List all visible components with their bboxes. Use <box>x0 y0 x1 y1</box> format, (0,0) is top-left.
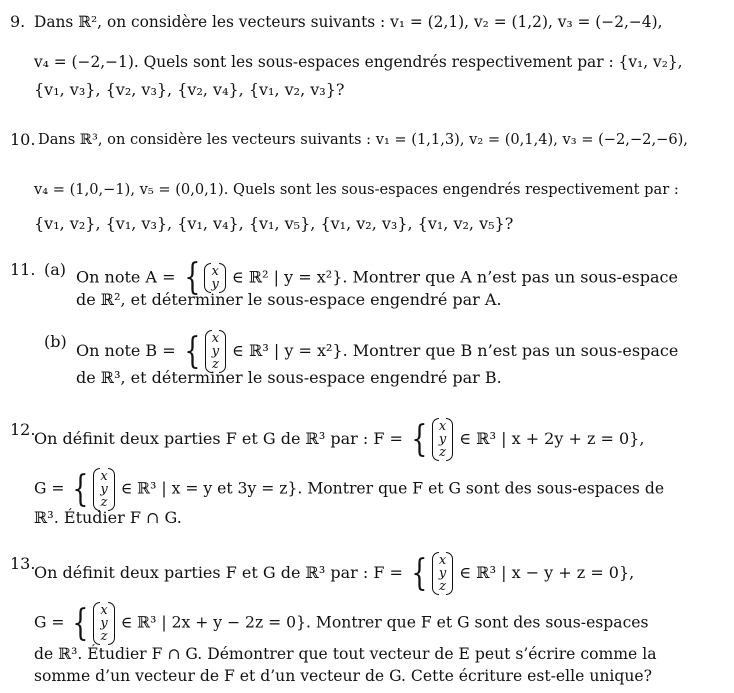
exercise-line: ℝ³. Étudier F ∩ G. <box>34 508 182 527</box>
left-brace: { <box>184 257 201 298</box>
column-vector: x y z <box>432 554 453 593</box>
exercise-number: 9. <box>10 12 26 31</box>
statement-text: ∈ ℝ² | y = x²}. Montrer que A n’est pas un sous-espace <box>231 267 678 287</box>
statement-text: ∈ ℝ³ | y = x²}. Montrer que B n’est pas un sous-espace <box>232 341 679 360</box>
exercise-line: de ℝ³, et déterminer le sous-espace engendré par B. <box>76 368 502 387</box>
column-vector: x y z <box>432 420 453 459</box>
exercise-number: 10. <box>10 130 36 149</box>
exercise-number: 12. <box>10 420 36 439</box>
statement-text: ∈ ℝ³ | 2x + y − 2z = 0}. Montrer que F et G sont des sous-espaces <box>120 613 649 632</box>
column-vector: x y z <box>205 332 226 371</box>
left-brace: { <box>72 468 89 510</box>
statement-text: ∈ ℝ³ | x + 2y + z = 0}, <box>459 429 645 448</box>
part-label: (a) <box>44 260 67 279</box>
exercise-line <box>34 554 634 593</box>
column-vector: x y z <box>93 604 114 643</box>
exercise-line <box>76 332 678 371</box>
statement-text: On note A = <box>76 267 176 287</box>
left-brace: { <box>72 602 89 644</box>
exercise-line: de ℝ², et déterminer le sous-espace engendré par A. <box>76 290 502 309</box>
statement-text: On définit deux parties F et G de ℝ³ par : F = <box>34 563 403 582</box>
statement-text: ∈ ℝ³ | x = y et 3y = z}. Montrer que F et G sont des sous-espaces de <box>120 479 665 498</box>
exercise-line: {v₁, v₂}, {v₁, v₃}, {v₁, v₄}, {v₁, v₅}, {v₁, v₂, v₃}, {v₁, v₂, v₅}? <box>34 214 514 233</box>
exercise-line <box>34 604 649 643</box>
statement-text: G = <box>34 479 65 498</box>
column-vector: x y <box>204 265 225 291</box>
statement-text: G = <box>34 613 65 632</box>
left-brace: { <box>411 418 428 460</box>
left-brace: { <box>184 330 201 372</box>
column-vector: x y z <box>93 470 114 509</box>
exercise-line: de ℝ³. Étudier F ∩ G. Démontrer que tout vecteur de E peut s’écrire comme la <box>34 645 657 663</box>
left-brace: { <box>411 552 428 594</box>
exercise-line: {v₁, v₃}, {v₂, v₃}, {v₂, v₄}, {v₁, v₂, v₃}? <box>34 80 345 99</box>
exercise-line: v₄ = (1,0,−1), v₅ = (0,0,1). Quels sont les sous-espaces engendrés respectivement par : <box>34 181 679 198</box>
exercise-line: v₄ = (−2,−1). Quels sont les sous-espaces engendrés respectivement par : {v₁, v₂}, <box>34 53 683 71</box>
statement-text: On définit deux parties F et G de ℝ³ par : F = <box>34 429 403 448</box>
exercise-line <box>34 420 644 459</box>
exercise-line: Dans ℝ², on considère les vecteurs suivants : v₁ = (2,1), v₂ = (1,2), v₃ = (−2,−4), <box>34 13 663 31</box>
exercise-number: 11. <box>10 260 36 279</box>
exercise-line <box>34 470 664 509</box>
exercise-line: Dans ℝ³, on considère les vecteurs suivants : v₁ = (1,1,3), v₂ = (0,1,4), v₃ = (−2,−2,−6), <box>38 131 688 148</box>
exercise-number: 13. <box>10 554 36 573</box>
part-label: (b) <box>44 332 67 351</box>
statement-text: On note B = <box>76 341 176 360</box>
statement-text: ∈ ℝ³ | x − y + z = 0}, <box>459 563 635 582</box>
exercise-line: somme d’un vecteur de F et d’un vecteur de G. Cette écriture est-elle unique? <box>34 667 653 685</box>
